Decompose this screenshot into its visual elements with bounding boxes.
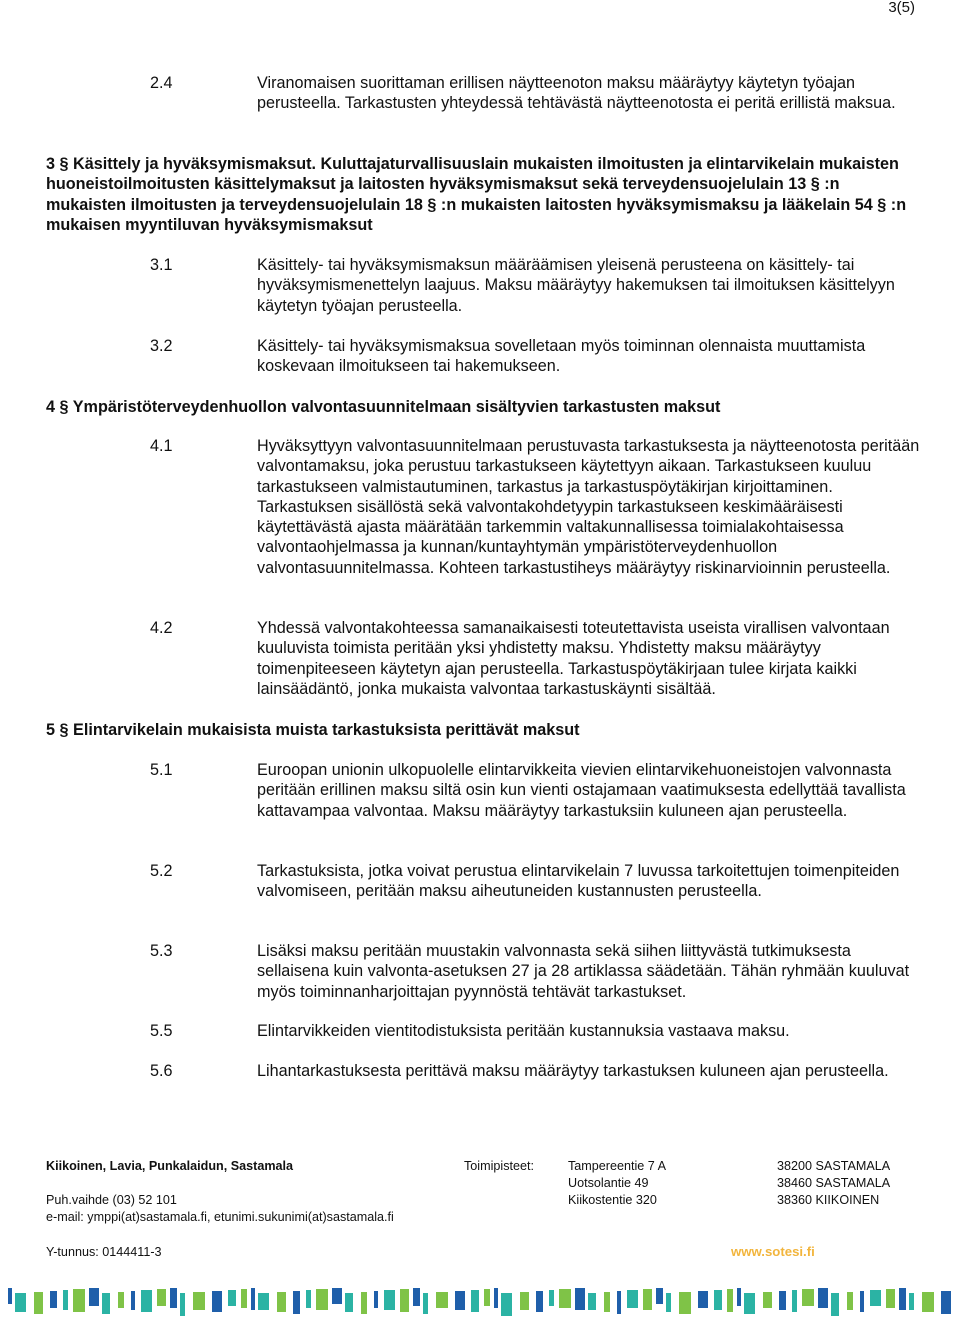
stripe-bar xyxy=(818,1288,828,1308)
paragraph-5-1 xyxy=(150,760,920,821)
footer-municipalities: Kiikoinen, Lavia, Punkalaidun, Sastamala xyxy=(46,1159,294,1173)
footer-phone: Puh.vaihde (03) 52 101 xyxy=(46,1193,177,1207)
footer-offices-label: Toimipisteet: xyxy=(464,1159,534,1173)
paragraph-number: 5.3 xyxy=(150,942,173,960)
stripe-bar xyxy=(536,1291,543,1312)
paragraph-number: 5.5 xyxy=(150,1022,173,1040)
stripe-bar xyxy=(643,1289,652,1310)
section-number: 3 xyxy=(46,155,56,173)
stripe-bar xyxy=(617,1291,621,1314)
section-symbol: § xyxy=(59,155,69,173)
paragraph-5-5 xyxy=(150,1021,920,1041)
stripe-bar xyxy=(679,1292,691,1314)
stripe-bar xyxy=(413,1288,420,1306)
stripe-bar xyxy=(455,1291,465,1310)
paragraph-number: 5.2 xyxy=(150,862,173,880)
stripe-bar xyxy=(520,1292,529,1310)
paragraph-text: Viranomaisen suorittaman erillisen näytteenoton maksu määräytyy käytetyn työajan perusteella. Tarkastusten yhteydessä tehtävästä näytteenotosta ei peritä erillistä maksua. xyxy=(257,74,896,113)
paragraph-5-2 xyxy=(150,861,920,902)
section-number: 4 xyxy=(46,398,56,416)
stripe-bar xyxy=(316,1289,328,1310)
stripe-bar xyxy=(909,1293,914,1310)
footer-email: e-mail: ymppi(at)sastamala.fi, etunimi.sukunimi(at)sastamala.fi xyxy=(46,1210,394,1224)
footer-street-1: Tampereentie 7 A xyxy=(568,1159,667,1173)
section-number: 5 xyxy=(46,721,56,739)
stripe-bar xyxy=(345,1293,353,1312)
stripe-bar xyxy=(63,1290,68,1310)
paragraph-3-1 xyxy=(150,255,920,316)
stripe-bar xyxy=(763,1292,772,1308)
stripe-bar xyxy=(494,1288,498,1308)
stripe-bar xyxy=(50,1291,57,1308)
stripe-bar xyxy=(212,1291,222,1312)
section-title: Käsittely ja hyväksymismaksut. Kuluttajaturvallisuuslain mukaisten ilmoitusten ja elintarvikelain mukaisten huoneistoilmoitusten käsittelymaksut ja laitosten hyväksymismaksut sekä terveydensuojelulain 13 § :n mukaisten ilmoitusten ja terveydensuojelulain 18 § :n mukaisten laitosten hyväksymismaksu ja lääkelain 54 § :n mukaisen myyntiluvan hyväksymismaksut xyxy=(46,155,907,234)
paragraph-text: Käsittely- tai hyväksymismaksun määräämisen yleisenä perusteena on käsittely- tai hyväksymismenettelyn laajuus. Maksu määräytyy hakemuksen tai ilmoituksen käsittelyyn käytetyn työajan perusteella. xyxy=(257,256,895,315)
stripe-bar xyxy=(737,1288,741,1306)
paragraph-3-2 xyxy=(150,336,920,377)
stripe-bar xyxy=(332,1288,342,1304)
stripe-bar xyxy=(251,1288,255,1310)
stripe-bar xyxy=(559,1289,571,1308)
stripe-bar xyxy=(779,1291,786,1310)
paragraph-number: 5.1 xyxy=(150,761,173,779)
stripe-bar xyxy=(575,1288,585,1310)
footer-postal-1: 38200 SASTAMALA xyxy=(777,1159,891,1173)
stripe-bar xyxy=(306,1290,311,1308)
paragraph-text: Käsittely- tai hyväksymismaksua sovelletaan myös toiminnan olennaista muuttamista koskevaan ilmoitukseen tai hakemukseen. xyxy=(257,337,866,376)
stripe-bar xyxy=(847,1292,853,1310)
paragraph-number: 3.1 xyxy=(150,256,173,274)
stripe-bar xyxy=(501,1293,512,1316)
stripe-bar xyxy=(666,1293,671,1312)
stripe-bar xyxy=(899,1288,906,1310)
stripe-bar xyxy=(400,1289,409,1312)
paragraph-text: Lihantarkastuksesta perittävä maksu määräytyy tarkastuksen kuluneen ajan perusteella. xyxy=(257,1062,889,1080)
section-5-heading xyxy=(46,720,920,740)
stripe-bar xyxy=(170,1288,177,1308)
footer-postal-3: 38360 KIIKOINEN xyxy=(777,1193,880,1207)
stripe-bar xyxy=(627,1290,638,1308)
stripe-bar xyxy=(886,1289,895,1308)
paragraph-text: Lisäksi maksu peritään muustakin valvonnasta sekä siihen liittyvästä tutkimuksesta sellaisena kuin valvonta-asetuksen 27 ja 28 artiklassa säädetään. Tähän ryhmään kuuluvat myös toiminnanharjoittajan pyynnöstä tehtävät tarkastukset. xyxy=(257,942,910,1001)
stripe-bar xyxy=(293,1291,300,1314)
section-title: Elintarvikelain mukaisista muista tarkastuksista perittävät maksut xyxy=(73,721,580,739)
paragraph-text: Elintarvikkeiden vientitodistuksista peritään kustannuksia vastaava maksu. xyxy=(257,1022,790,1040)
page-number: 3(5) xyxy=(888,0,915,16)
stripe-bar xyxy=(714,1290,722,1310)
paragraph-text: Hyväksyttyyn valvontasuunnitelmaan perustuvasta tarkastuksesta ja näytteenotosta peritään valvontamaksu, joka perustuu tarkastukseen käytettyyn aikaan. Tarkastukseen kuuluu tarkastukseen valmistautuminen, tarkastus ja tarkastuspöytäkirjan kirjoittaminen. Tarkastuksen sisällöstä sekä valvontakohdetyypin tarkastukseen keskimääräisesti käytettävästä ajasta määrätään tarkemmin valtakunnallisessa toimialakohtaisessa valvontaohjelmassa ja kunnan/kuntayhtymän ympäristöterveydenhuollon valvontasuunnitelmassa. Kohteen tarkastustiheys määräytyy riskinarvioinnin perusteella. xyxy=(257,437,920,577)
stripe-bar xyxy=(604,1292,610,1312)
paragraph-text: Yhdessä valvontakohteessa samanaikaisesti toteutettavista useista virallisen valvontaan kuuluvista toimista peritään yksi yhdistetty maksu. Yhdistetty maksu määräytyy toimenpiteeseen käytetyn ajan perusteella. Tarkastuspöytäkirjaan tulee kirjata kaikki lainsäädäntö, jonka mukaista valvontaa tarkastuskäynti sisältää. xyxy=(257,619,890,698)
stripe-bar xyxy=(588,1293,596,1310)
paragraph-number: 3.2 xyxy=(150,337,173,355)
stripe-bar xyxy=(73,1289,85,1312)
stripe-bar xyxy=(941,1291,951,1314)
stripe-bar xyxy=(374,1291,378,1308)
stripe-bar xyxy=(656,1288,663,1304)
stripe-bar xyxy=(141,1290,152,1312)
section-3-heading xyxy=(46,154,920,235)
stripe-bar xyxy=(8,1288,12,1304)
stripe-bar xyxy=(361,1292,367,1314)
stripe-bar xyxy=(277,1292,286,1312)
stripe-bar xyxy=(258,1293,269,1310)
stripe-bar xyxy=(792,1290,797,1312)
stripe-bar xyxy=(180,1293,185,1316)
footer-street-3: Kiikostentie 320 xyxy=(568,1193,657,1207)
section-symbol: § xyxy=(59,398,69,416)
stripe-bar xyxy=(922,1292,934,1312)
footer-website-link[interactable]: www.sotesi.fi xyxy=(731,1244,815,1259)
stripe-bar xyxy=(157,1289,166,1306)
stripe-bar xyxy=(131,1291,135,1310)
stripe-bar xyxy=(870,1290,881,1306)
stripe-bar xyxy=(193,1292,205,1310)
stripe-bar xyxy=(102,1293,110,1314)
section-symbol: § xyxy=(59,721,69,739)
paragraph-4-1 xyxy=(150,436,920,578)
stripe-bar xyxy=(436,1292,448,1308)
section-title: Ympäristöterveydenhuollon valvontasuunnitelmaan sisältyvien tarkastusten maksut xyxy=(72,398,721,416)
stripe-bar xyxy=(384,1290,395,1310)
paragraph-number: 5.6 xyxy=(150,1062,173,1080)
stripe-bar xyxy=(831,1293,839,1316)
paragraph-number: 4.1 xyxy=(150,437,173,455)
footer-postal-2: 38460 SASTAMALA xyxy=(777,1176,891,1190)
footer-street-2: Uotsolantie 49 xyxy=(568,1176,649,1190)
stripe-bar xyxy=(34,1292,43,1314)
stripe-bar xyxy=(727,1289,733,1312)
paragraph-text: Tarkastuksista, jotka voivat perustua elintarvikelain 7 luvussa tarkoitettujen toimenpiteiden valvomiseen, peritään maksu aiheutuneiden kustannusten perusteella. xyxy=(257,862,900,901)
paragraph-5-3 xyxy=(150,941,920,1002)
stripe-bar xyxy=(484,1289,490,1306)
paragraph-4-2 xyxy=(150,618,920,699)
stripe-bar xyxy=(15,1293,26,1312)
stripe-bar xyxy=(744,1293,755,1314)
section-4-heading xyxy=(46,397,920,417)
stripe-bar xyxy=(860,1291,864,1312)
paragraph-2-4 xyxy=(150,73,920,114)
stripe-bar xyxy=(423,1293,428,1314)
stripe-bar xyxy=(118,1292,124,1308)
stripe-bar xyxy=(471,1290,479,1312)
stripe-bar xyxy=(802,1289,814,1306)
footer-business-id: Y-tunnus: 0144411-3 xyxy=(46,1245,162,1259)
paragraph-text: Euroopan unionin ulkopuolelle elintarvikkeita vievien elintarvikehuoneistojen valvonnasta peritään erillinen maksu siltä osin kun vienti ostajamaan vaatimuksesta edellyttää tavallista kattavampaa valvontaa. Maksu määräytyy tarkastuksiin kuluneen ajan perusteella. xyxy=(257,761,906,820)
stripe-bar xyxy=(698,1291,708,1308)
decorative-stripes-band xyxy=(0,1278,960,1318)
stripe-bar xyxy=(89,1288,99,1306)
stripe-bar xyxy=(549,1290,554,1306)
paragraph-number: 4.2 xyxy=(150,619,173,637)
stripe-bar xyxy=(228,1290,236,1306)
stripe-bar xyxy=(241,1289,247,1308)
paragraph-5-6 xyxy=(150,1061,920,1081)
paragraph-number: 2.4 xyxy=(150,74,173,92)
